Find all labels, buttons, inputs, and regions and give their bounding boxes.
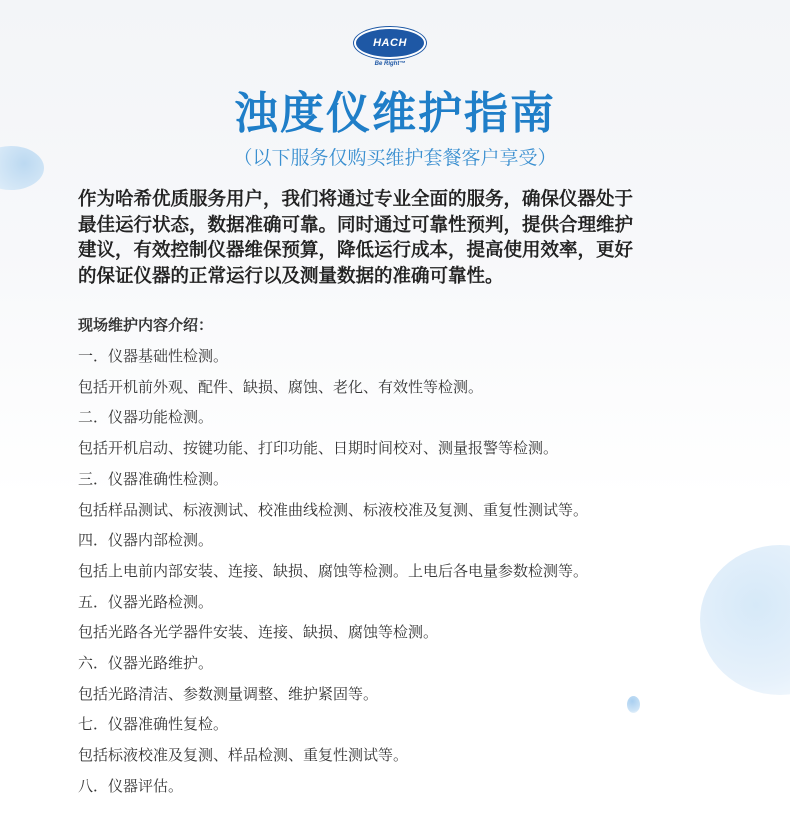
list-item-title: 三．仪器准确性检测。 — [78, 469, 229, 488]
list-item-detail: 包括光路各光学器件安装、连接、缺损、腐蚀等检测。 — [78, 623, 439, 642]
maintenance-list — [78, 341, 588, 802]
list-item-title: 五．仪器光路检测。 — [78, 592, 214, 611]
list-item-detail: 包括开机启动、按键功能、打印功能、日期时间校对、测量报警等检测。 — [78, 439, 559, 458]
intro-line: 最佳运行状态，数据准确可靠。同时通过可靠性预判，提供合理维护 — [78, 214, 634, 236]
hach-logo — [355, 27, 425, 72]
intro-paragraph — [78, 187, 718, 289]
intro-line: 作为哈希优质服务用户，我们将通过专业全面的服务，确保仪器处于 — [78, 189, 634, 210]
list-item-title: 八．仪器评估。 — [78, 776, 184, 795]
list-item-detail: 包括样品测试、标液测试、校准曲线检测、标液校准及复测、重复性测试等。 — [78, 500, 589, 519]
decorative-bubble-small — [627, 696, 640, 713]
page-subtitle: （以下服务仅购买维护套餐客户享受） — [233, 147, 557, 169]
logo-oval: HACH — [354, 27, 426, 59]
list-item-detail: 包括标液校准及复测、样品检测、重复性测试等。 — [78, 746, 409, 765]
list-item-title: 四．仪器内部检测。 — [78, 531, 214, 550]
intro-line: 建议，有效控制仪器维保预算，降低运行成本，提高使用效率，更好 — [78, 240, 634, 261]
page-title: 浊度仪维护指南 — [234, 88, 556, 139]
list-item-title: 一．仪器基础性检测。 — [78, 347, 229, 365]
list-item-detail: 包括开机前外观、配件、缺损、腐蚀、老化、有效性等检测。 — [78, 377, 484, 396]
list-item-title: 六．仪器光路维护。 — [78, 654, 214, 673]
intro-line: 的保证仪器的正常运行以及测量数据的准确可靠性。 — [78, 265, 504, 287]
list-item-title: 七．仪器准确性复检。 — [78, 715, 229, 734]
list-item-detail: 包括光路清洁、参数测量调整、维护紧固等。 — [78, 684, 379, 703]
list-item-detail: 包括上电前内部安装、连接、缺损、腐蚀等检测。上电后各电量参数检测等。 — [78, 561, 589, 580]
logo-tagline: Be Right™ — [374, 61, 406, 67]
section-heading: 现场维护内容介绍： — [78, 316, 214, 334]
list-item-title: 二．仪器功能检测。 — [78, 408, 214, 427]
